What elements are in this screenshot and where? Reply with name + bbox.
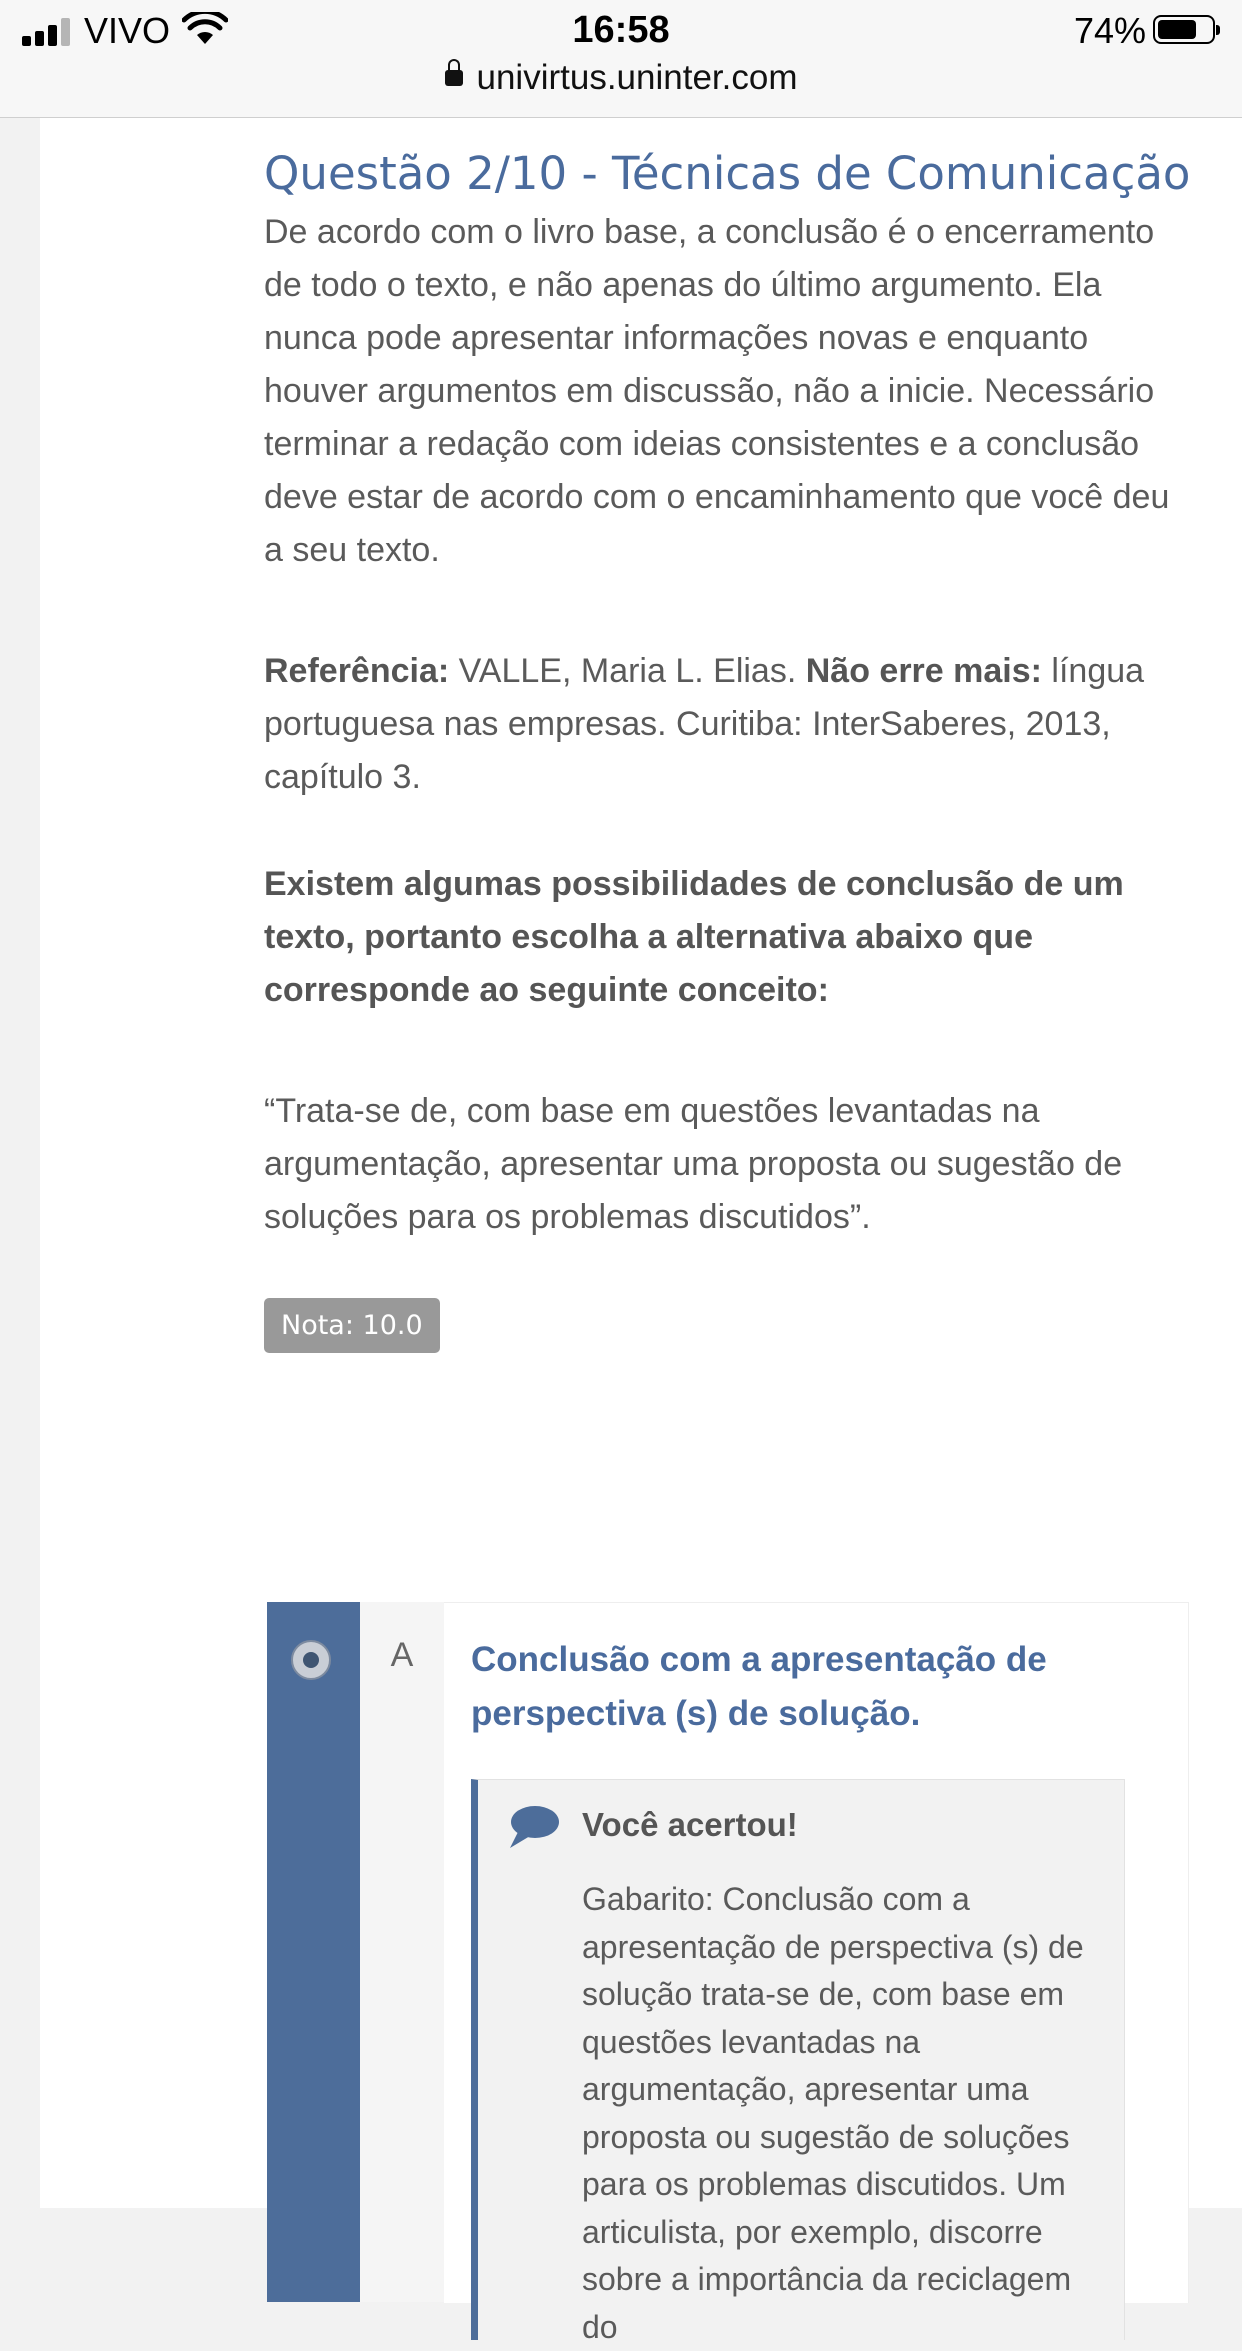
feedback-box xyxy=(471,1779,1125,2345)
question-content xyxy=(264,142,1194,1353)
question-quote: “Trata-se de, com base em questões levantadas na argumentação, apresentar uma proposta ou sugestão de soluções para os problemas discutidos”. xyxy=(264,1092,1123,1236)
option-letter-column xyxy=(360,1602,444,2302)
option-body xyxy=(444,1602,1189,2345)
reference xyxy=(264,645,1194,804)
status-bar xyxy=(0,0,1242,118)
question-prompt xyxy=(264,858,1194,1017)
page-content xyxy=(40,118,1242,2345)
feedback-title: Você acertou! xyxy=(582,1806,798,1843)
battery-percent: 74% xyxy=(1074,10,1147,51)
url-text: univirtus.uninter.com xyxy=(476,58,798,97)
speech-bubble-icon xyxy=(508,1804,560,1850)
clock: 16:58 xyxy=(572,9,670,51)
carrier-name: VIVO xyxy=(84,10,171,51)
reference-label: Referência: xyxy=(264,652,450,690)
reference-rest: língua portuguesa nas empresas. Curitiba: InterSaberes, 2013, capítulo 3. xyxy=(264,652,1145,796)
option-selection-bar xyxy=(267,1602,360,2302)
question-prompt-text: Existem algumas possibilidades de conclusão de um texto, portanto escolha a alternativa abaixo que corresponde ao seguinte conceito: xyxy=(264,865,1124,1009)
battery-tip xyxy=(1216,25,1220,35)
address-bar[interactable] xyxy=(0,58,1242,98)
question-title: Questão 2/10 - Técnicas de Comunicação xyxy=(264,147,1191,200)
question-intro: De acordo com o livro base, a conclusão é o encerramento de todo o texto, e não apenas do último argumento. Ela nunca pode apresentar informações novas e enquanto houver argumentos em discussão, não a inicie. Necessário terminar a redação com ideias consistentes e a conclusão deve estar de acordo com o encaminhamento que você deu a seu texto. xyxy=(264,213,1170,569)
lock-icon xyxy=(445,70,463,86)
option-letter: A xyxy=(390,1636,414,1674)
battery-icon xyxy=(1153,15,1215,44)
grade-badge: Nota: 10.0 xyxy=(264,1298,440,1353)
answer-option-a[interactable] xyxy=(267,1602,1189,2345)
feedback-text: Gabarito: Conclusão com a apresentação de perspectiva (s) de solução trata-se de, com base em questões levantadas na argumentação, apresentar uma proposta ou sugestão de soluções para os problemas discutidos. Um articulista, por exemplo, discorre sobre a importância da reciclagem do xyxy=(582,1881,1084,2345)
battery-fill xyxy=(1158,20,1196,39)
reference-author: VALLE, Maria L. Elias. xyxy=(449,652,806,690)
radio-selected-icon[interactable] xyxy=(291,1640,331,1680)
reference-book-title: Não erre mais: xyxy=(805,652,1042,690)
option-text: Conclusão com a apresentação de perspectiva (s) de solução. xyxy=(471,1640,1047,1733)
